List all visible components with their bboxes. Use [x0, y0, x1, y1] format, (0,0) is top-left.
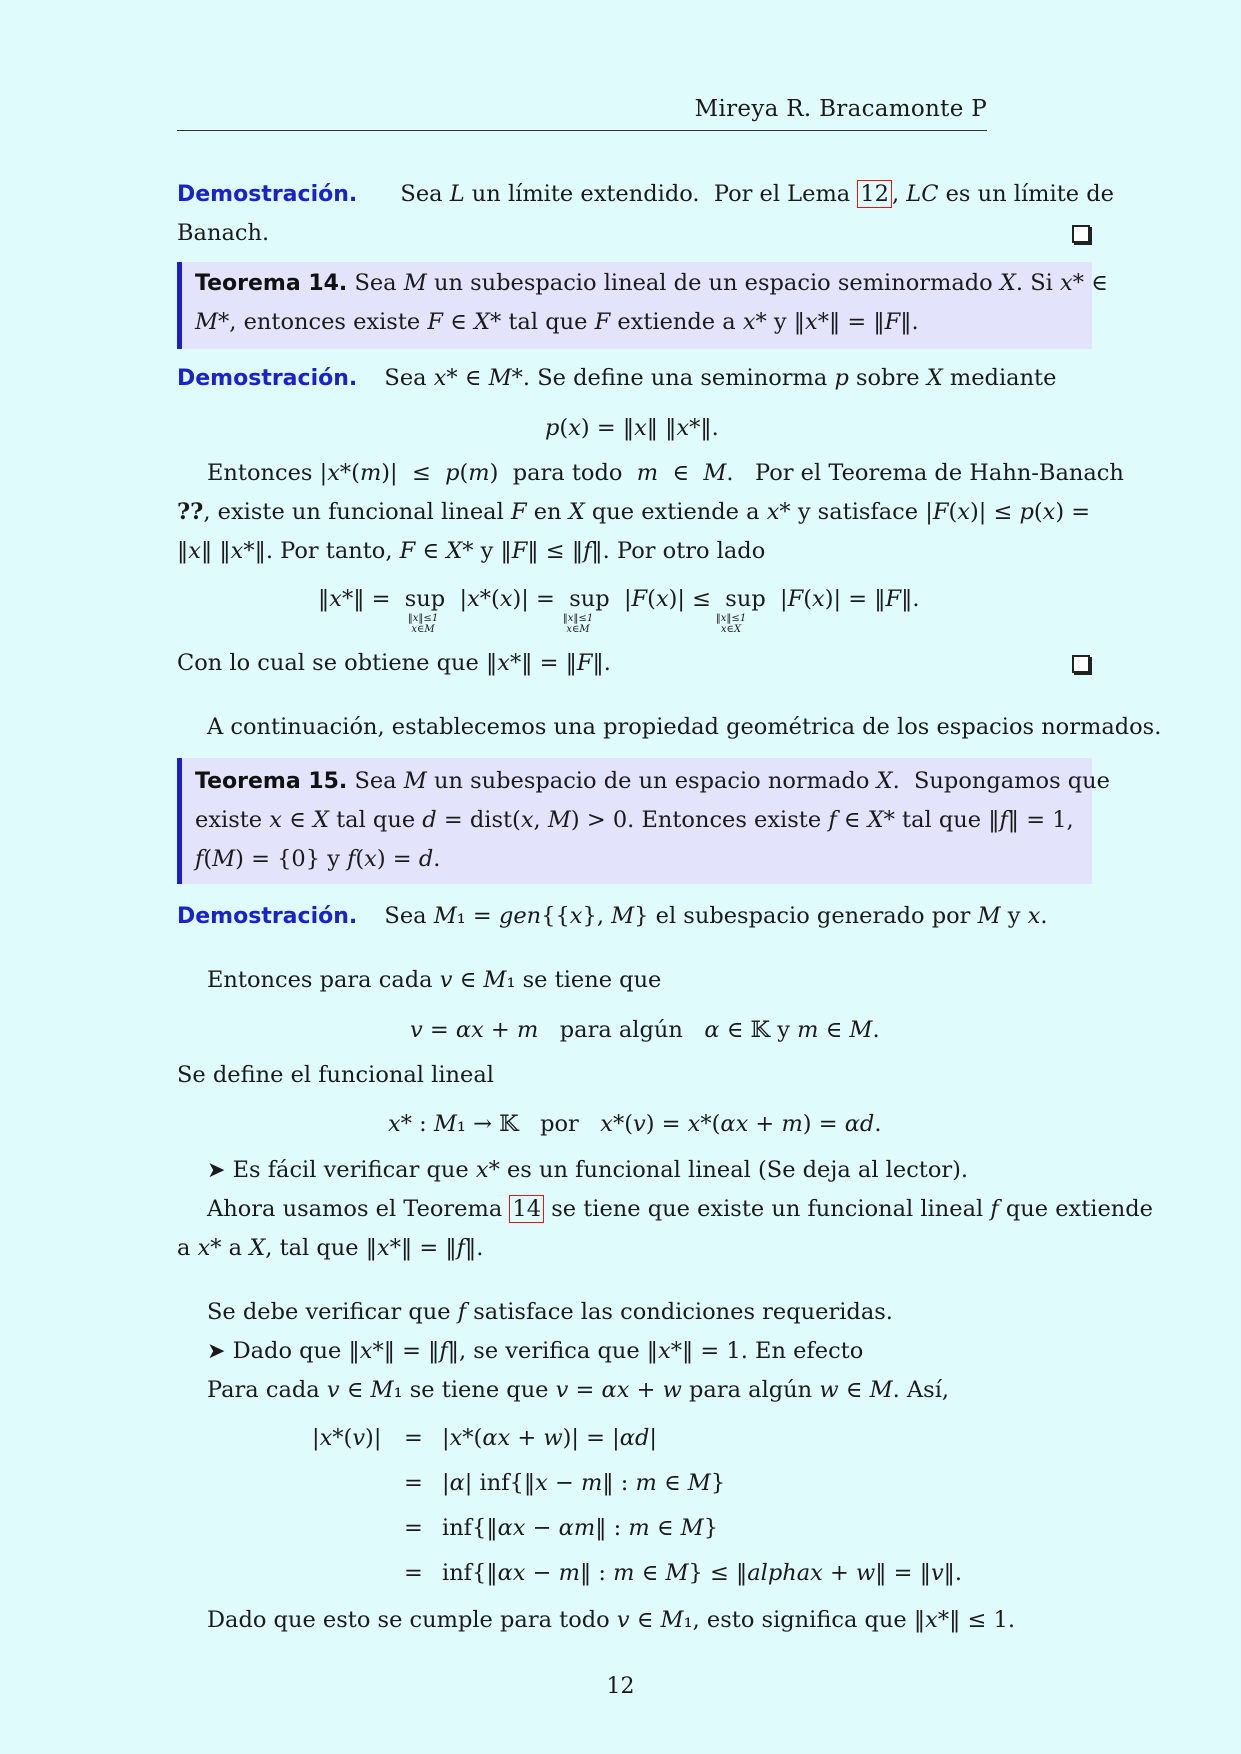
lema-12-link[interactable]: 12	[857, 180, 892, 208]
proof-15-line1: Demostración. Sea M₁ = gen{{x}, M} el subespacio generado por M y x.	[177, 903, 1048, 929]
align-eq-4: =	[404, 1560, 423, 1586]
proof-label: Demostración.	[177, 366, 358, 391]
align-row-1: |x*(αx + w)| = |αd|	[442, 1425, 657, 1451]
proof-paragraph-1-line2: Banach.	[177, 220, 270, 246]
qed-square-icon	[1072, 225, 1090, 243]
proof-15-p5: Se debe verificar que f satisface las condiciones requeridas.	[207, 1299, 893, 1325]
theorem-14-line2: M*, entonces existe F ∈ X* tal que F extiende a x* y ‖x*‖ = ‖F‖.	[195, 309, 919, 335]
proof-14-paragraph-line3: ‖x‖ ‖x*‖. Por tanto, F ∈ X* y ‖F‖ ≤ ‖f‖. Por otro lado	[177, 538, 766, 564]
proof-15-bullet2: ➤ Dado que ‖x*‖ = ‖f‖, se verifica que ‖x*‖ = 1. En efecto	[207, 1338, 864, 1364]
align-row-2: |α| inf{‖x − m‖ : m ∈ M}	[442, 1470, 726, 1496]
proof-label: Demostración.	[177, 182, 358, 207]
proof-14-line1: Demostración. Sea x* ∈ M*. Se define una seminorma p sobre X mediante	[177, 365, 1057, 391]
intro-theorem-15: A continuación, establecemos una propiedad geométrica de los espacios normados.	[207, 714, 1162, 740]
theorem-14-label: Teorema 14.	[195, 271, 348, 296]
page-number: 12	[606, 1674, 635, 1699]
align-eq-2: =	[404, 1470, 423, 1496]
arrow-bullet-icon: ➤	[207, 1339, 226, 1364]
arrow-bullet-icon: ➤	[207, 1158, 226, 1183]
proof-15-bullet1: ➤ Es fácil verificar que x* es un funcional lineal (Se deja al lector).	[207, 1157, 969, 1183]
proof-paragraph-1: Demostración. Sea L un límite extendido. Por el Lema 12 , LC es un límite de	[177, 181, 1114, 207]
align-row-4: inf{‖αx − m‖ : m ∈ M} ≤ ‖alphax + w‖ = ‖v‖.	[442, 1560, 963, 1586]
theorem-15-line1: Teorema 15. Sea M un subespacio de un espacio normado X. Supongamos que	[195, 768, 1110, 794]
proof-14-paragraph-line1: Entonces |x*(m)| ≤ p(m) para todo m ∈ M. Por el Teorema de Hahn-Banach	[207, 460, 1124, 486]
theorem-15-label: Teorema 15.	[195, 769, 348, 794]
theorem-15-line2: existe x ∈ X tal que d = dist(x, M) > 0. Entonces existe f ∈ X* tal que ‖f‖ = 1,	[195, 807, 1074, 833]
sup-subscript-3: ‖x‖≤1 x∈X	[715, 613, 747, 635]
proof-label: Demostración.	[177, 904, 358, 929]
running-header-author: Mireya R. Bracamonte P	[694, 96, 987, 122]
equation-seminorm: p(x) = ‖x‖ ‖x*‖.	[545, 415, 719, 441]
equation-sup-chain: ‖x*‖ = sup |x*(x)| = sup |F(x)| ≤ sup |F(x)| = ‖F‖.	[318, 586, 920, 612]
align-row-3: inf{‖αx − αm‖ : m ∈ M}	[442, 1515, 719, 1541]
align-lhs: |x*(v)|	[312, 1425, 382, 1451]
sup-subscript-1: ‖x‖≤1 x∈M	[407, 613, 439, 635]
proof-15-p2: Se define el funcional lineal	[177, 1062, 494, 1088]
theorem-14-link[interactable]: 14	[509, 1195, 544, 1223]
header-rule	[177, 130, 987, 131]
sup-subscript-2: ‖x‖≤1 x∈M	[562, 613, 594, 635]
proof-15-final: Dado que esto se cumple para todo v ∈ M₁, esto significa que ‖x*‖ ≤ 1.	[207, 1607, 1015, 1633]
proof-14-paragraph-line2: ??, existe un funcional lineal F en X que extiende a x* y satisface |F(x)| ≤ p(x) =	[177, 499, 1091, 525]
theorem-15-line3: f(M) = {0} y f(x) = d.	[195, 846, 441, 872]
equation-v-decomposition: v = αx + m para algún α ∈ 𝕂 y m ∈ M.	[410, 1017, 880, 1043]
proof-15-p4: a x* a X, tal que ‖x*‖ = ‖f‖.	[177, 1235, 484, 1261]
proof-14-conclusion: Con lo cual se obtiene que ‖x*‖ = ‖F‖.	[177, 650, 611, 676]
align-eq-3: =	[404, 1515, 423, 1541]
qed-square-icon	[1072, 655, 1090, 673]
proof-15-p6: Para cada v ∈ M₁ se tiene que v = αx + w para algún w ∈ M. Así,	[207, 1377, 950, 1403]
theorem-14-line1: Teorema 14. Sea M un subespacio lineal de un espacio seminormado X. Si x* ∈	[195, 270, 1108, 296]
proof-15-p3: Ahora usamos el Teorema 14 se tiene que existe un funcional lineal f que extiende	[207, 1196, 1153, 1222]
equation-functional-definition: x* : M₁ → 𝕂 por x*(v) = x*(αx + m) = αd.	[388, 1111, 882, 1137]
align-eq-1: =	[404, 1425, 423, 1451]
proof-15-p1: Entonces para cada v ∈ M₁ se tiene que	[207, 967, 662, 993]
